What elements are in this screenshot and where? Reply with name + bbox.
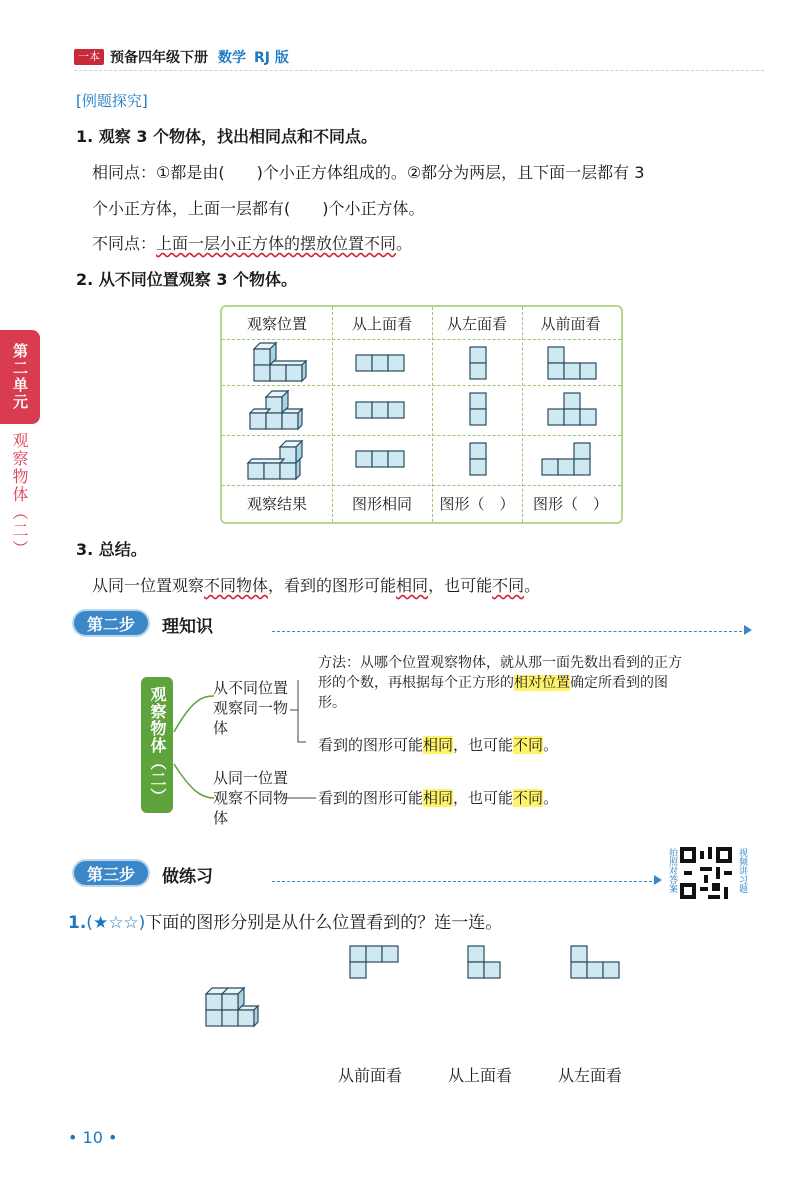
result-part: 。 (543, 789, 559, 807)
book-title: 预备四年级下册 (110, 50, 208, 66)
step-3-divider (272, 881, 652, 882)
result-highlight: 不同 (513, 736, 544, 754)
left-view-1 (468, 345, 488, 381)
summary-part: ，看到的图形可能 (268, 576, 397, 595)
front-view-3 (540, 441, 592, 477)
method-part: 方法：从哪个位置观察物体，就从那一面先数出看到的正方形的个数，再根据每个正方形的 (318, 655, 682, 691)
option-front[interactable]: 从前面看 (338, 1066, 403, 1085)
table-header-top: 从上面看 (351, 315, 412, 333)
book-logo-badge: 一本 (74, 49, 104, 65)
step-3-pill: 第三步 (72, 859, 150, 887)
knowledge-topic-tag: 观察物体（二） (141, 677, 173, 813)
exercise-1-prompt (68, 912, 502, 934)
branch1-result (318, 735, 558, 755)
star-filled-icon: ★ (92, 913, 109, 933)
diff-end: 。 (396, 234, 413, 253)
result-front: 图形（ ） (532, 495, 608, 513)
cube-object-1 (248, 341, 308, 383)
method-part: 确定所看到的图形。 (318, 675, 668, 711)
summary-line (92, 576, 540, 596)
qr-caption-right: 视频讲习题 (737, 848, 747, 893)
exercise-prompt-text: 下面的图形分别是从什么位置看到的？连一连。 (145, 913, 503, 933)
front-view-1 (546, 345, 598, 381)
page-number: • 10 • (68, 1128, 118, 1147)
diff-text: 上面一层小正方体的摆放位置不同 (156, 234, 397, 253)
qr-caption-left: 拍照对答案 (667, 848, 677, 893)
qr-code-icon[interactable] (680, 847, 732, 899)
section-heading-example: [例题探究] (76, 92, 148, 110)
option-left[interactable]: 从左面看 (558, 1066, 623, 1085)
step-2-bar (72, 609, 752, 637)
edition-label: RJ 版 (254, 50, 289, 66)
difficulty-stars: (★☆☆) (86, 913, 146, 933)
table-row-divider (222, 385, 621, 386)
branch2-result (318, 788, 558, 808)
cube-object-2 (244, 389, 306, 433)
result-highlight: 不同 (513, 789, 544, 807)
book-header (110, 47, 289, 67)
step-2-pill: 第二步 (72, 609, 150, 637)
observation-table (220, 305, 623, 524)
question-1-same-line1: 相同点：①都是由( )个小正方体组成的。②都分为两层，且下面一层都有 3 (92, 163, 645, 182)
left-view-3 (468, 441, 488, 477)
table-row-divider (222, 485, 621, 486)
table-row-divider (222, 435, 621, 436)
result-part: ，也可能 (453, 736, 514, 754)
exercise-view-b[interactable] (466, 944, 502, 980)
summary-keyword: 相同 (396, 576, 429, 595)
cube-object-3 (242, 439, 306, 483)
method-highlight: 相对位置 (514, 675, 570, 691)
arrow-right-icon (744, 625, 752, 635)
unit-topic-label: 观察物体（二） (10, 432, 29, 558)
result-top: 图形相同 (351, 495, 412, 513)
exercise-cube-object (200, 986, 264, 1032)
question-1-same-line2: 个小正方体，上面一层都有( )个小正方体。 (92, 199, 425, 218)
unit-side-tab: 第二单元 (0, 330, 40, 424)
table-header-left: 从左面看 (446, 315, 507, 333)
left-view-2 (468, 391, 488, 427)
branch-different-positions: 从不同位置观察同一物体 (213, 679, 289, 737)
result-part: ，也可能 (453, 789, 514, 807)
summary-part: ，也可能 (428, 576, 493, 595)
front-view-2 (546, 391, 598, 427)
branch-same-position: 从同一位置观察不同物体 (213, 769, 289, 827)
result-part: 看到的图形可能 (318, 736, 424, 754)
result-part: 看到的图形可能 (318, 789, 424, 807)
table-header-front: 从前面看 (540, 315, 601, 333)
step-3-bar (72, 859, 662, 887)
table-result-label: 观察结果 (246, 495, 307, 513)
result-part: 。 (543, 736, 559, 754)
table-header-position: 观察位置 (246, 315, 307, 333)
step-3-label: 做练习 (162, 867, 213, 887)
exercise-view-a[interactable] (348, 944, 400, 980)
summary-part: 。 (524, 576, 541, 595)
diff-label: 不同点： (92, 234, 157, 253)
result-highlight: 相同 (423, 789, 454, 807)
method-text (318, 653, 682, 713)
top-view-3 (354, 449, 406, 469)
header-divider (74, 70, 764, 71)
summary-keyword: 不同 (492, 576, 525, 595)
question-1-diff-line (92, 234, 412, 254)
step-2-divider (272, 631, 742, 632)
star-empty-icon: ☆☆ (108, 913, 139, 933)
result-highlight: 相同 (423, 736, 454, 754)
question-2-title: 2. 从不同位置观察 3 个物体。 (76, 270, 298, 289)
summary-keyword: 不同物体 (204, 576, 269, 595)
option-top[interactable]: 从上面看 (448, 1066, 513, 1085)
arrow-right-icon (654, 875, 662, 885)
summary-part: 从同一位置观察 (92, 576, 205, 595)
top-view-2 (354, 400, 406, 420)
exercise-number: 1. (68, 913, 87, 933)
step-2-label: 理知识 (162, 617, 213, 637)
table-row-divider (222, 339, 621, 340)
question-1-title: 1. 观察 3 个物体，找出相同点和不同点。 (76, 127, 378, 146)
top-view-1 (354, 353, 406, 373)
result-left: 图形（ ） (439, 495, 515, 513)
exercise-view-c[interactable] (569, 944, 621, 980)
subject-label: 数学 (218, 50, 246, 66)
question-3-title: 3. 总结。 (76, 540, 147, 559)
